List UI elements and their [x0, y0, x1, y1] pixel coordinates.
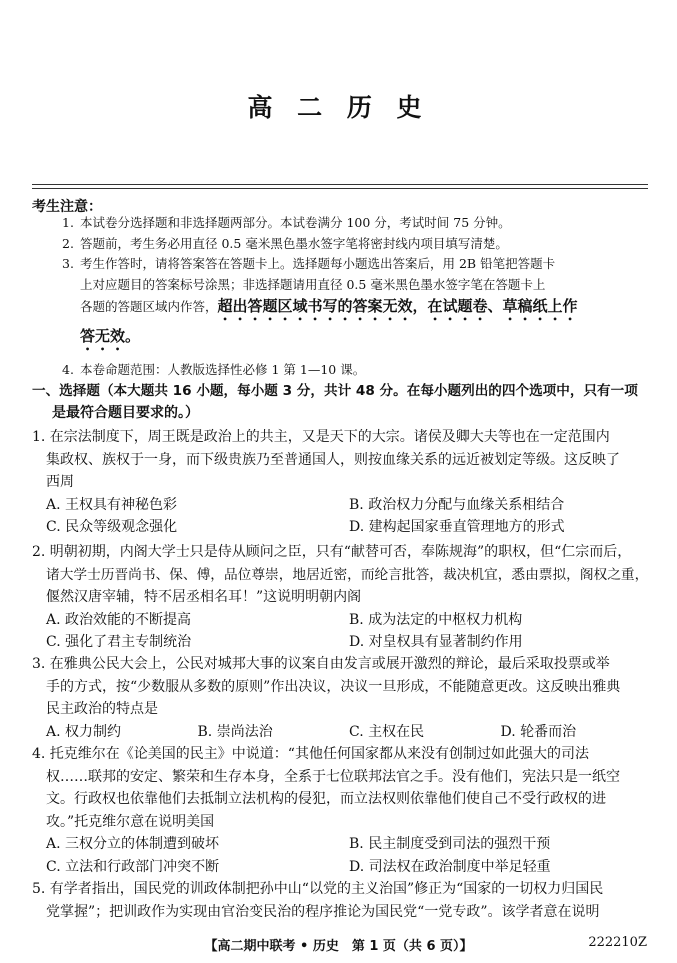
item-number: 2.	[62, 235, 74, 251]
options	[32, 833, 652, 878]
option-c[interactable]: C. 主权在民	[349, 723, 425, 740]
option-d[interactable]: D. 司法权在政治制度中举足轻重	[349, 858, 551, 875]
section-line: 是最符合题目要求的。）	[52, 405, 199, 421]
question-stem: 手的方式，按“少数服从多数的原则”作出决议，决议一旦形成，不能随意更改。这反映出雅典	[46, 678, 621, 695]
item-number: 1.	[62, 215, 74, 230]
options	[32, 721, 652, 744]
question-stem: 3. 在雅典公民大会上，公民对城邦大事的议案自由发言或展开激烈的辩论，最后采取投票或举	[32, 656, 610, 672]
question-stem: 集政权、族权于一身，而下级贵族乃至普通国人，则按血缘关系的远近被划定等级。这反映了	[46, 451, 620, 468]
option-c[interactable]: C. 民众等级观念强化	[46, 519, 178, 535]
notice-list	[62, 213, 662, 381]
notice-item	[62, 360, 662, 381]
notice-item	[62, 213, 662, 234]
question-5	[32, 878, 652, 923]
notice-item	[62, 234, 662, 255]
question-stem: 攻。”托克维尔意在说明美国	[46, 813, 215, 830]
item-text-mixed	[62, 295, 662, 324]
question-2	[32, 541, 652, 654]
item-number: 4.	[62, 362, 74, 377]
options	[32, 494, 652, 539]
section-heading	[32, 380, 652, 424]
question-4	[32, 743, 652, 878]
item-text: 各题的答题区域内作答，	[80, 299, 218, 314]
section-line: 一、选择题（本大题共 16 小题，每小题 3 分，共计 48 分。在每小题列出的四个选项中，只有一项	[32, 383, 638, 399]
question-3	[32, 653, 652, 743]
question-stem: 权……联邦的安定、繁荣和生存本身，全系于七位联邦法官之手。没有他们，宪法只是一纸空	[46, 768, 620, 785]
footer-code: 222210Z	[588, 935, 647, 950]
question-stem: 4. 托克维尔在《论美国的民主》中说道：“其他任何国家都从来没有创制过如此强大的司法	[32, 746, 589, 762]
option-b[interactable]: B. 民主制度受到司法的强烈干预	[349, 836, 551, 852]
question-stem: 1. 在宗法制度下，周王既是政治上的共主，又是天下的大宗。诸侯及卿大夫等也在一定范围内	[32, 429, 610, 445]
option-b[interactable]: B. 成为法定的中枢权力机构	[349, 611, 523, 628]
notice-item	[62, 254, 662, 275]
option-a[interactable]: A. 三权分立的体制遭到破坏	[46, 836, 220, 852]
item-text: 本卷命题范围：人教版选择性必修 1 第 1—10 课。	[80, 362, 366, 377]
question-stem: 文。行政权也依靠他们去抵制立法机构的侵犯，而立法权则依靠他们使自己不受行政权的进	[46, 791, 606, 807]
divider	[32, 184, 648, 185]
emphasis-text: 答无效。	[80, 327, 141, 345]
option-a[interactable]: A. 权力制约	[46, 723, 122, 740]
page-title: 高 二 历 史	[247, 93, 430, 122]
option-d[interactable]: D. 轮番而治	[500, 723, 577, 740]
item-text: 答题前，考生务必用直径 0.5 毫米黑色墨水签字笔将密封线内项目填写清楚。	[80, 235, 508, 251]
question-stem: 党掌握”；把训政作为实现由官治变民治的程序推论为国民党“一党专政”。该学者意在说明	[46, 903, 600, 920]
footer-page-info: 【高二期中联考 • 历史 第 1 页（共 6 页）】	[204, 939, 473, 954]
question-stem: 西周	[46, 474, 74, 490]
notice-heading: 考生注意：	[32, 199, 102, 215]
option-a[interactable]: A. 王权具有神秘色彩	[46, 496, 178, 513]
question-1	[32, 426, 652, 539]
item-text: 上对应题目的答案标号涂黑；非选择题请用直径 0.5 毫米黑色墨水签字笔在答题卡上	[80, 276, 546, 292]
item-number: 3.	[62, 256, 74, 271]
question-stem: 2. 明朝初期，内阁大学士只是侍从顾问之臣，只有“献替可否，奉陈规海”的职权，但“仁宗而后，	[32, 544, 632, 560]
option-c[interactable]: C. 立法和行政部门冲突不断	[46, 858, 220, 875]
item-text-mixed	[62, 324, 662, 354]
question-stem: 民主政治的特点是	[46, 701, 158, 717]
item-text: 本试卷分选择题和非选择题两部分。本试卷满分 100 分，考试时间 75 分钟。	[80, 215, 511, 230]
emphasis-text: 超出答题区域书写的答案无效，在试题卷、草稿纸上作	[217, 297, 578, 315]
question-stem: 偃然汉唐宰辅，特不居丞相名耳！”这说明明朝内阁	[46, 589, 362, 605]
option-c[interactable]: C. 强化了君主专制统治	[46, 634, 192, 650]
options	[32, 609, 652, 654]
item-text: 考生作答时，请将答案答在答题卡上。选择题每小题选出答案后，用 2B 铅笔把答题卡	[80, 256, 556, 271]
option-d[interactable]: D. 对皇权具有显著制约作用	[349, 634, 523, 650]
option-b[interactable]: B. 崇尚法治	[197, 723, 273, 740]
option-b[interactable]: B. 政治权力分配与血缘关系相结合	[349, 496, 565, 513]
question-stem: 诸大学士历晋尚书、保、傅，品位尊崇，地居近密，而纶言批答，裁决机宜，悉由票拟，阁权之重，	[46, 566, 649, 583]
option-d[interactable]: D. 建构起国家垂直管理地方的形式	[349, 519, 565, 535]
divider	[32, 188, 648, 189]
option-a[interactable]: A. 政治效能的不断提高	[46, 611, 192, 628]
question-stem: 5. 有学者指出，国民党的训政体制把孙中山“以党的主义治国”修正为“国家的一切权力归国民	[32, 881, 604, 897]
